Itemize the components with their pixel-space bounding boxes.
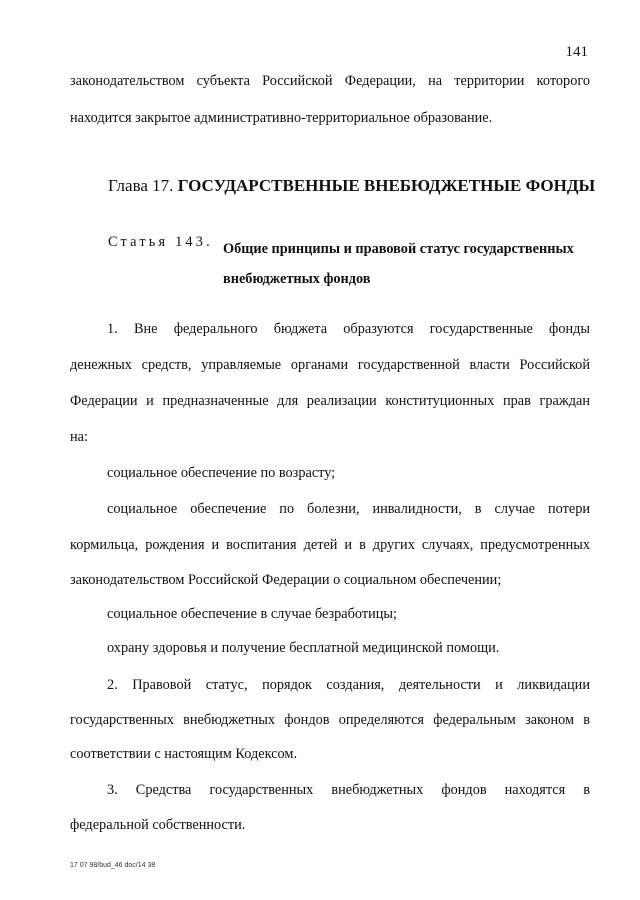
footer-file-reference: 17 07 98/bud_46 doc/14 38: [70, 862, 156, 869]
intro-line: находится закрытое административно-территориальное образование.: [70, 110, 493, 126]
chapter-title: ГОСУДАРСТВЕННЫЕ ВНЕБЮДЖЕТНЫЕ ФОНДЫ: [177, 176, 596, 195]
paragraph-line: социальное обеспечение по возрасту;: [107, 465, 336, 481]
paragraph-line: кормильца, рождения и воспитания детей и в других случаях, предусмотренных: [70, 537, 590, 553]
paragraph-line: социальное обеспечение по болезни, инвалидности, в случае потери: [107, 501, 590, 517]
paragraph-line: 1. Вне федерального бюджета образуются государственные фонды: [107, 321, 590, 337]
paragraph-line: 2. Правовой статус, порядок создания, деятельности и ликвидации: [107, 677, 590, 693]
article-label: Статья 143.: [108, 234, 213, 250]
paragraph-line: законодательством Российской Федерации о социальном обеспечении;: [70, 572, 502, 588]
intro-line: законодательством субъекта Российской Федерации, на территории которого: [70, 73, 590, 89]
paragraph-line: федеральной собственности.: [70, 817, 246, 833]
paragraph-line: охрану здоровья и получение бесплатной медицинской помощи.: [107, 640, 500, 656]
paragraph-line: Федерации и предназначенные для реализации конституционных прав граждан: [70, 393, 590, 409]
paragraph-line: 3. Средства государственных внебюджетных фондов находятся в: [107, 782, 590, 798]
page-number: 141: [565, 44, 588, 60]
paragraph-line: государственных внебюджетных фондов определяются федеральным законом в: [70, 712, 590, 728]
article-title: Общие принципы и правовой статус государственных внебюджетных фондов: [223, 241, 574, 287]
paragraph-line: на:: [70, 429, 88, 445]
paragraph-line: соответствии с настоящим Кодексом.: [70, 746, 298, 762]
chapter-heading: [108, 176, 595, 196]
paragraph-line: денежных средств, управляемые органами государственной власти Российской: [70, 357, 590, 373]
chapter-prefix: Глава 17.: [108, 176, 174, 195]
paragraph-line: социальное обеспечение в случае безработицы;: [107, 606, 398, 622]
